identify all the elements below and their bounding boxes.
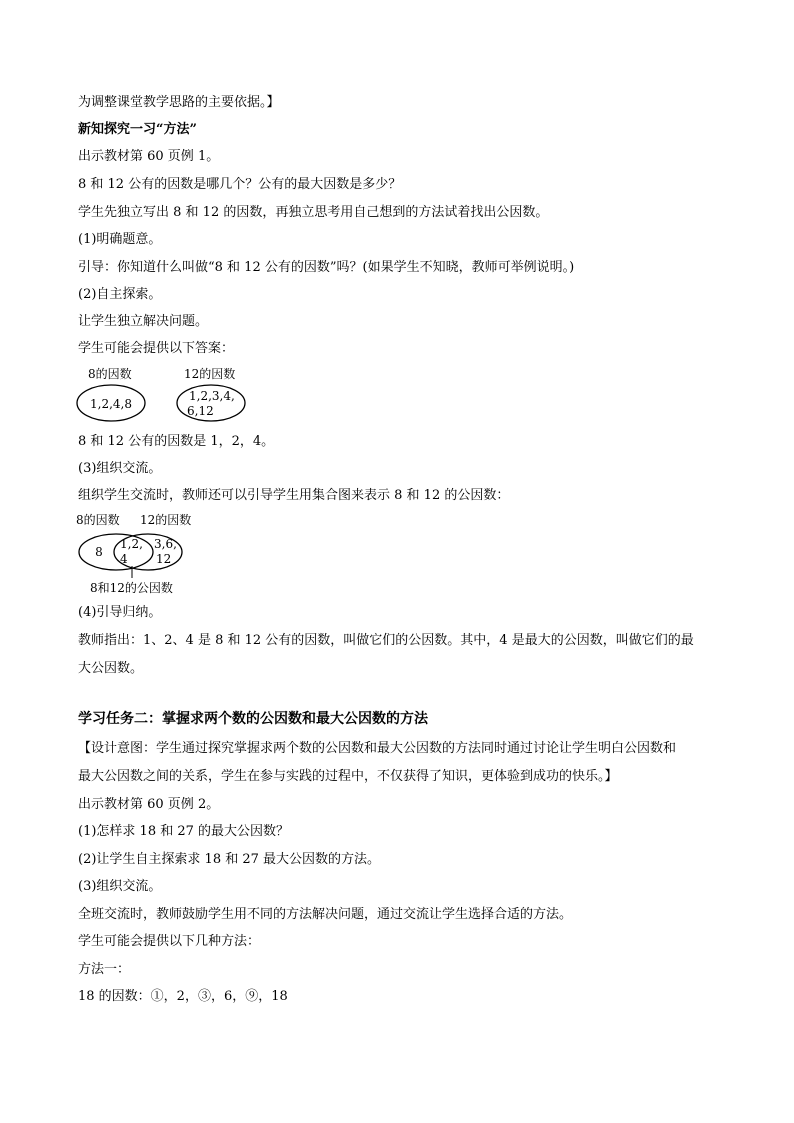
paragraph-text: (1)怎样求 18 和 27 的最大公因数？	[78, 824, 290, 839]
set-b-values-line1: 1,2,3,4,	[189, 389, 235, 403]
paragraph-text: 学生可能会提供以下几种方法：	[78, 934, 261, 949]
paragraph-text: 大公因数。	[78, 661, 144, 676]
paragraph-text: 最大公因数之间的关系，学生在参与实践的过程中，不仅获得了知识，更体验到成功的快乐。】	[78, 769, 618, 784]
paragraph-text: 学生先独立写出 8 和 12 的因数，再独立思考用自己想到的方法试着找出公因数。	[78, 205, 549, 220]
factor-sets-figure	[76, 362, 256, 430]
venn-common-line1: 1,2,	[120, 537, 143, 551]
paragraph-text: (3)组织交流。	[78, 879, 162, 894]
paragraph-text: 教师指出：1、2、4 是 8 和 12 公有的因数，叫做它们的公因数。其中，4 是最大的公因数，叫做它们的最	[78, 633, 694, 648]
paragraph-text: 【设计意图：学生通过探究掌握求两个数的公因数和最大公因数的方法同时通过讨论让学生明白公因数和	[78, 741, 677, 756]
set-a-values: 1,2,4,8	[90, 397, 132, 411]
section-subheading: 新知探究一习“方法”	[78, 122, 197, 137]
paragraph-text: 让学生独立解决问题。	[78, 314, 209, 329]
venn-only-b-line2: 12	[156, 552, 172, 566]
section-heading: 学习任务二：掌握求两个数的公因数和最大公因数的方法	[78, 711, 428, 727]
set-a-label: 8的因数	[88, 367, 132, 381]
paragraph-text: (3)组织交流。	[78, 461, 162, 476]
venn-only-a: 8	[95, 545, 103, 559]
paragraph-text: 组织学生交流时，教师还可以引导学生用集合图来表示 8 和 12 的公因数：	[78, 488, 510, 503]
paragraph-text: (2)让学生自主探索求 18 和 27 最大公因数的方法。	[78, 852, 381, 867]
set-b-label: 12的因数	[184, 367, 236, 381]
paragraph-text: 学生可能会提供以下答案：	[78, 341, 235, 356]
venn-common-label: 8和12的公因数	[90, 581, 173, 595]
paragraph-text: 方法一：	[78, 962, 131, 977]
paragraph-text: 18 的因数：①，2，③，6，⑨，18	[78, 989, 288, 1004]
paragraph-text: (4)引导归纳。	[78, 605, 162, 620]
paragraph-text: 引导：你知道什么叫做“8 和 12 公有的因数”吗？(如果学生不知晓，教师可举例说明。)	[78, 260, 575, 275]
paragraph-text: 8 和 12 公有的因数是哪几个？公有的最大因数是多少？	[78, 177, 402, 192]
paragraph-text: 8 和 12 公有的因数是 1，2，4。	[78, 434, 275, 449]
paragraph-text: 出示教材第 60 页例 1。	[78, 149, 220, 164]
venn-diagram-figure	[74, 510, 214, 598]
set-b-values-line2: 6,12	[187, 404, 214, 418]
venn-only-b-line1: 3,6,	[154, 537, 177, 551]
paragraph-text: (1)明确题意。	[78, 232, 162, 247]
venn-set-a-label: 8的因数	[76, 513, 120, 527]
paragraph-text: 为调整课堂教学思路的主要依据。】	[78, 95, 280, 110]
paragraph-text: 全班交流时，教师鼓励学生用不同的方法解决问题，通过交流让学生选择合适的方法。	[78, 907, 573, 922]
venn-set-b-label: 12的因数	[140, 513, 192, 527]
paragraph-text: (2)自主探索。	[78, 287, 162, 302]
paragraph-text: 出示教材第 60 页例 2。	[78, 797, 220, 812]
venn-common-line2: 4	[120, 552, 128, 566]
